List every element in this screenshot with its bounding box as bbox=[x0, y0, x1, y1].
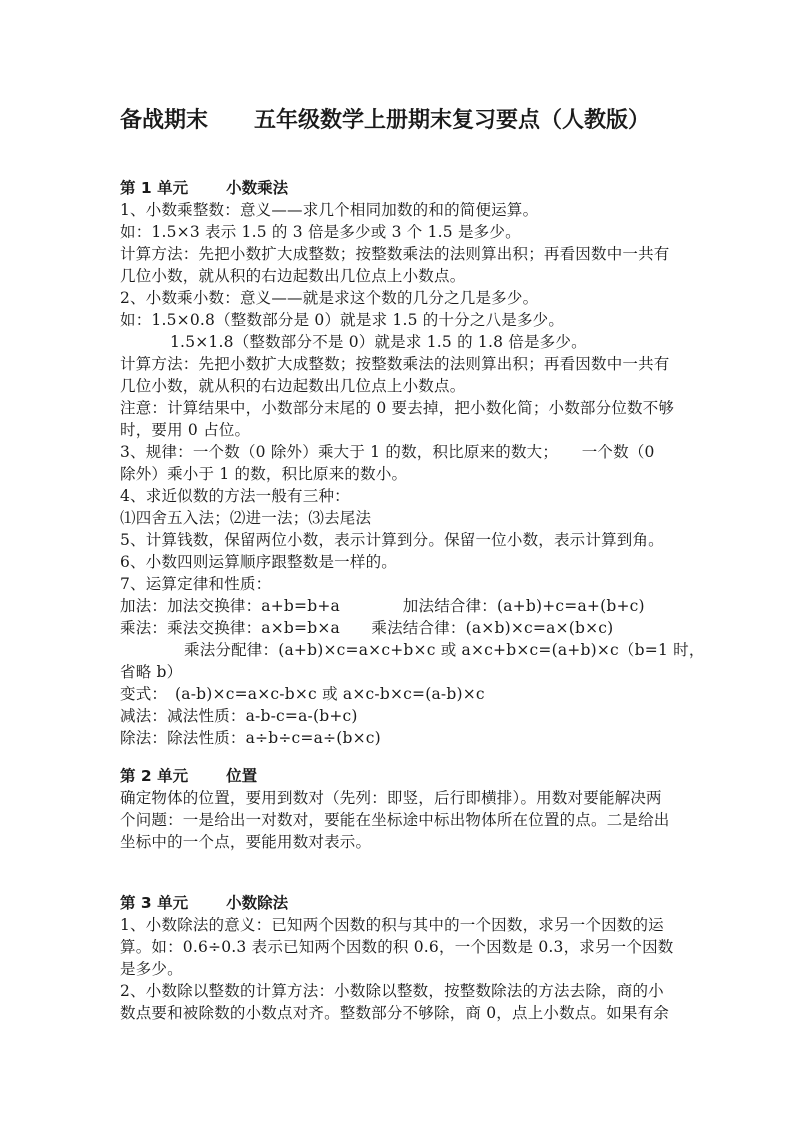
text-line: 7、运算定律和性质： bbox=[120, 575, 272, 593]
unit-name: 位置 bbox=[226, 767, 258, 785]
title-prefix: 备战期末 bbox=[120, 108, 209, 133]
text-line: 计算方法：先把小数扩大成整数；按整数乘法的法则算出积；再看因数中一共有 bbox=[120, 355, 670, 373]
text-line: 变式： (a-b)×c=a×c-b×c 或 a×c-b×c=(a-b)×c bbox=[120, 685, 485, 703]
text-line: 1、小数除法的意义：已知两个因数的积与其中的一个因数，求另一个因数的运 bbox=[120, 916, 664, 934]
text-line: 计算方法：先把小数扩大成整数；按整数乘法的法则算出积；再看因数中一共有 bbox=[120, 245, 670, 263]
document-title bbox=[120, 103, 650, 134]
text-line: 时，要用 0 占位。 bbox=[120, 421, 251, 439]
text-line: 1.5×1.8（整数部分不是 0）就是求 1.5 的 1.8 倍是多少。 bbox=[170, 333, 587, 351]
unit-heading bbox=[120, 765, 690, 787]
text-line: 如：1.5×0.8（整数部分是 0）就是求 1.5 的十分之八是多少。 bbox=[120, 311, 565, 329]
text-line: 几位小数，就从积的右边起数出几位点上小数点。 bbox=[120, 267, 466, 285]
unit-name: 小数除法 bbox=[226, 894, 289, 912]
text-line: 5、计算钱数，保留两位小数，表示计算到分。保留一位小数，表示计算到角。 bbox=[120, 531, 664, 549]
text-line: 数点要和被除数的小数点对齐。整数部分不够除，商 0，点上小数点。如果有余 bbox=[120, 1004, 669, 1022]
unit-heading bbox=[120, 892, 690, 914]
unit-section-2 bbox=[120, 765, 690, 853]
text-line: 2、小数除以整数的计算方法：小数除以整数，按整数除法的方法去除，商的小 bbox=[120, 982, 664, 1000]
unit-number: 第 1 单元 bbox=[120, 179, 189, 197]
text-line: 个问题：一是给出一对数对，要能在坐标途中标出物体所在位置的点。二是给出 bbox=[120, 811, 670, 829]
text-line: 坐标中的一个点，要能用数对表示。 bbox=[120, 833, 372, 851]
text-line: 6、小数四则运算顺序跟整数是一样的。 bbox=[120, 553, 397, 571]
text-line: 是多少。 bbox=[120, 960, 183, 978]
text-line: 1、小数乘整数：意义——求几个相同加数的和的简便运算。 bbox=[120, 201, 539, 219]
text-line: 除法：除法性质：a÷b÷c=a÷(b×c) bbox=[120, 729, 381, 747]
unit-number: 第 2 单元 bbox=[120, 767, 189, 785]
text-line: 乘法分配律：(a+b)×c=a×c+b×c 或 a×c+b×c=(a+b)×c（b=1 时， bbox=[184, 641, 705, 659]
text-line: 算。如：0.6÷0.3 表示已知两个因数的积 0.6，一个因数是 0.3，求另一个因数 bbox=[120, 938, 674, 956]
unit-heading bbox=[120, 177, 690, 199]
text-line: 注意：计算结果中，小数部分末尾的 0 要去掉，把小数化简；小数部分位数不够 bbox=[120, 399, 675, 417]
unit-name: 小数乘法 bbox=[226, 179, 289, 197]
text-line: 减法：减法性质：a-b-c=a-(b+c) bbox=[120, 707, 358, 725]
text-line: 4、求近似数的方法一般有三种： bbox=[120, 487, 350, 505]
unit-number: 第 3 单元 bbox=[120, 894, 189, 912]
text-line: 乘法：乘法交换律：a×b=b×a 乘法结合律：(a×b)×c=a×(b×c) bbox=[120, 619, 614, 637]
text-line: 省略 b） bbox=[120, 663, 183, 681]
unit-section-3 bbox=[120, 892, 690, 1024]
text-line: ⑴四舍五入法；⑵进一法；⑶去尾法 bbox=[120, 509, 372, 527]
text-line: 3、规律：一个数（0 除外）乘大于 1 的数，积比原来的数大； 一个数（0 bbox=[120, 443, 655, 461]
text-line: 确定物体的位置，要用到数对（先列：即竖，后行即横排）。用数对要能解决两 bbox=[120, 789, 662, 807]
title-main: 五年级数学上册期末复习要点（人教版） bbox=[254, 108, 651, 133]
text-line: 除外）乘小于 1 的数，积比原来的数小。 bbox=[120, 465, 408, 483]
text-line: 几位小数，就从积的右边起数出几位点上小数点。 bbox=[120, 377, 466, 395]
text-line: 2、小数乘小数：意义——就是求这个数的几分之几是多少。 bbox=[120, 289, 539, 307]
unit-section-1 bbox=[120, 177, 705, 749]
text-line: 如：1.5×3 表示 1.5 的 3 倍是多少或 3 个 1.5 是多少。 bbox=[120, 223, 521, 241]
text-line: 加法：加法交换律：a+b=b+a 加法结合律：(a+b)+c=a+(b+c) bbox=[120, 597, 645, 615]
